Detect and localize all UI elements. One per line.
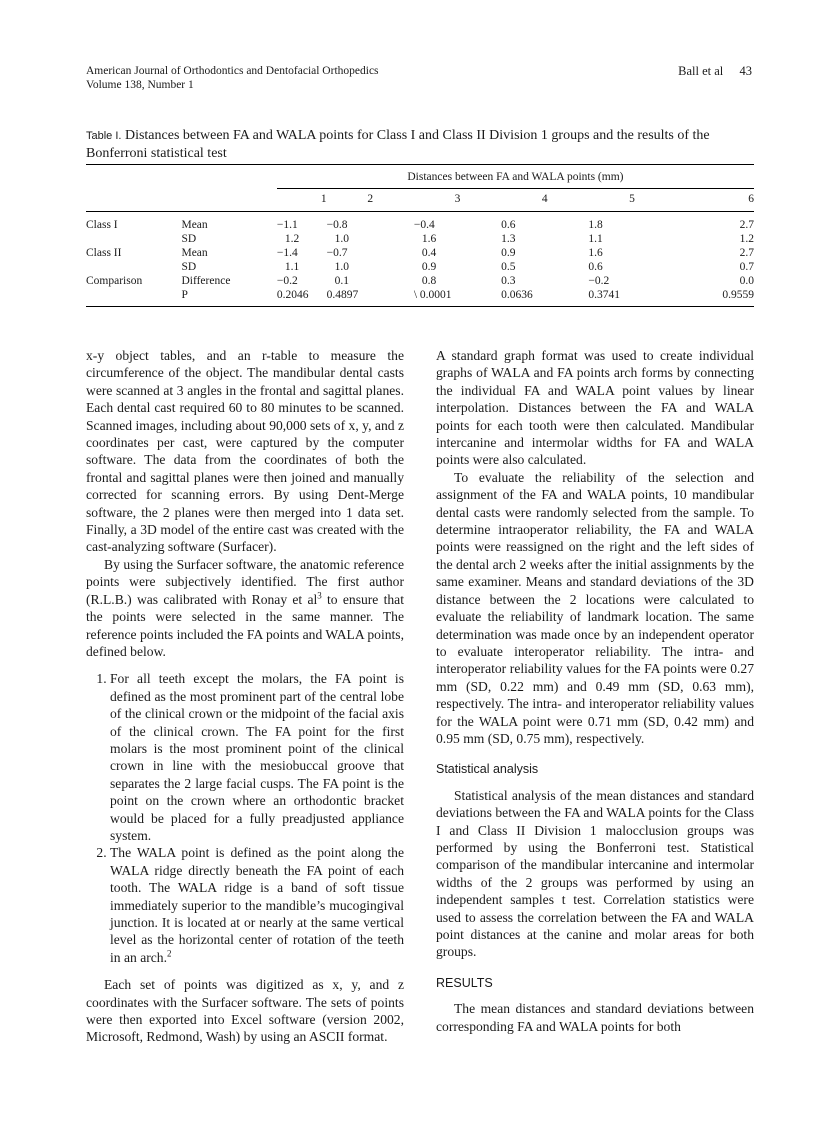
table-row [86, 212, 754, 233]
table-cell: 0.5 [501, 261, 516, 273]
journal-volume: Volume 138, Number 1 [86, 79, 194, 91]
table-cell: \ 0.0001 [413, 289, 452, 301]
table-cell: 1.3 [501, 233, 516, 245]
table-cell: −1.4 [276, 247, 298, 259]
table-cell: 1.1 [284, 261, 300, 273]
row-stat: SD [181, 261, 197, 273]
list-item: 1. For all teeth except the molars, the FA point is defined as the most prominent part of the central lobe of the clinical crown or the midpoint of the facial axis of the clinical crown. The FA point for the first molars is the most prominent point of the clinical crown in line with the mesiobuccal groove that separates the 2 large facial cusps. The FA point is the point on the crown where an orthodontic bracket would be placed for a fully preadjusted appliance system. [110, 670, 404, 844]
row-group [86, 288, 181, 307]
table-cell: 0.0 [739, 275, 754, 287]
section-heading: RESULTS [436, 975, 493, 990]
column-header: 5 [588, 189, 675, 212]
table-cell: 0.3741 [588, 289, 620, 301]
row-group [86, 232, 181, 246]
definition-list [86, 670, 404, 966]
citation-superscript: 3 [317, 590, 322, 601]
table-cell: 1.2 [739, 233, 754, 245]
table-cell: 0.2046 [276, 289, 309, 301]
table-cell: 1.0 [334, 261, 349, 273]
table-caption-text: Distances between FA and WALA points for Class I and Class II Division 1 groups and the results of the Bonferroni statistical test [86, 128, 710, 161]
journal-title: American Journal of Orthodontics and Dentofacial Orthopedics [86, 65, 379, 77]
row-stat: Mean [181, 219, 208, 231]
table-cell: 1.6 [588, 247, 603, 259]
table-row [86, 288, 754, 307]
table-cell: 1.1 [588, 233, 603, 245]
table-row [86, 260, 754, 274]
column-header: 2 [327, 189, 414, 212]
table-label: Table I. [86, 130, 122, 142]
section-heading: Statistical analysis [436, 762, 539, 777]
row-stat: Difference [181, 275, 231, 287]
list-item [110, 844, 404, 966]
author-running-head: Ball et al [678, 64, 724, 78]
journal-header [86, 64, 379, 92]
table-cell: 0.0636 [501, 289, 533, 301]
table-cell: 0.4 [421, 247, 437, 259]
row-group: Class I [86, 219, 118, 231]
table-cell: 0.1 [334, 275, 349, 287]
table-row [86, 246, 754, 260]
table-cell: −0.4 [413, 219, 435, 231]
table-row [86, 232, 754, 246]
table-cell: 0.9559 [722, 289, 754, 301]
column-header: 4 [501, 189, 588, 212]
paragraph [86, 556, 404, 660]
table-cell: 0.6 [588, 261, 603, 273]
row-group: Comparison [86, 275, 143, 287]
paragraph: To evaluate the reliability of the selection and assignment of the FA and WALA points, 10 mandibular dental casts were randomly selected from the sample. To determine intraoperator reliability, the FA and WALA points were reassigned on the right and the left sides of the dental arch 2 weeks after the initial assignments by the same examiner. Means and standard deviations of the 3D distance between the 2 locations were calculated to evaluate the reliability of landmark location. The same determination was made once by an independent operator to evaluate interoperator reliability. The intra- and interoperator reliability values for the FA points were 0.27 mm (SD, 0.22 mm) and 0.49 mm (SD, 0.63 mm), respectively. The intra- and interoperator reliability values for the WALA point were 0.71 mm (SD, 0.42 mm) and 0.95 mm (SD, 0.75 mm), respectively. [436, 469, 754, 746]
table-cell: −1.1 [276, 219, 298, 231]
row-stat: P [181, 289, 188, 301]
table-cell: 0.8 [421, 275, 437, 287]
table-cell: 1.2 [284, 233, 300, 245]
row-group: Class II [86, 247, 122, 259]
paragraph-text: to ensure that the points were selected in the same manner. The reference points included the FA points and WALA points, defined below. [86, 591, 404, 659]
body-column-right [436, 347, 754, 1035]
table-caption [86, 127, 754, 162]
table-cell: 0.6 [501, 219, 516, 231]
table-cell: 0.3 [501, 275, 516, 287]
table-cell: −0.2 [588, 275, 610, 287]
table-cell: 2.7 [739, 219, 754, 231]
table-cell: 2.7 [739, 247, 754, 259]
column-header: 3 [414, 189, 501, 212]
row-stat: Mean [181, 247, 208, 259]
table-cell: 1.0 [334, 233, 349, 245]
table-cell: −0.7 [326, 247, 348, 259]
column-header: 6 [676, 189, 754, 212]
row-group [86, 260, 181, 274]
distance-table [86, 164, 754, 307]
citation-superscript: 2 [167, 948, 172, 959]
list-item-text: The WALA point is defined as the point along the WALA ridge directly beneath the FA point of each tooth. The WALA ridge is a band of soft tissue immediately superior to the mandible’s mucogingival junction. It is located at or nearly at the same vertical level as the horizontal center of rotation of the teeth in an arch. [110, 845, 404, 965]
table-cell: 1.8 [588, 219, 603, 231]
page-header-right [678, 64, 752, 79]
table-cell: −0.8 [326, 219, 348, 231]
table-cell: 0.7 [739, 261, 754, 273]
table-cell: 0.4897 [326, 289, 359, 301]
column-header: 1 [277, 189, 327, 212]
paragraph: Each set of points was digitized as x, y, and z coordinates with the Surfacer software. The sets of points were then exported into Excel software (version 2002, Microsoft, Redmond, Wash) by using an ASCII format. [86, 977, 404, 1045]
table-cell: 1.6 [421, 233, 437, 245]
paragraph: Statistical analysis of the mean distances and standard deviations between the FA and WALA points for the Class I and Class II Division 1 malocclusion groups was performed by using the Bonferroni test. Statistical comparison of the mandibular intercanine and intermolar widths of the 2 groups was performed by using an independent samples t test. Correlation statistics were used to assess the correlation between the FA and WALA point distances at the canine and molar areas for both groups. [436, 787, 754, 960]
table-cell: 0.9 [501, 247, 516, 259]
paragraph: A standard graph format was used to create individual graphs of WALA and FA points arch forms by connecting the individual FA and WALA point values by linear interpolation. Distances between the FA and WALA points for each tooth were then calculated. Mandibular intercanine and intermolar widths for FA and WALA points were also calculated. [436, 348, 754, 468]
table-cell: −0.2 [276, 275, 298, 287]
table-spanner-header: Distances between FA and WALA points (mm) [277, 165, 754, 189]
paragraph: The mean distances and standard deviations between corresponding FA and WALA points for both [436, 1001, 754, 1034]
page-number: 43 [739, 64, 752, 78]
row-stat: SD [181, 233, 197, 245]
body-column-left [86, 347, 404, 1046]
results-table [86, 164, 754, 307]
table-column-headers [86, 189, 754, 212]
paragraph: x-y object tables, and an r-table to measure the circumference of the object. The mandibular dental casts were scanned at 3 angles in the frontal and sagittal planes. Each dental cast required 60 to 80 minutes to be scanned. Scanned images, including about 90,000 sets of x, y, and z coordinates per cast, were captured by the computer software. The data from the coordinates of both the frontal and sagittal planes were then joined and manually corrected for scanning errors. By using Dent-Merge software, the 2 planes were then merged into 1 data set. Finally, a 3D model of the entire cast was created with the cast-analyzing software (Surfacer). [86, 348, 404, 555]
table-row [86, 274, 754, 288]
paragraph-text: By using the Surfacer software, the anatomic reference points were subjectively identified. The first author (R.L.B.) was calibrated with Ronay et al [86, 556, 404, 607]
table-cell: 0.9 [421, 261, 437, 273]
